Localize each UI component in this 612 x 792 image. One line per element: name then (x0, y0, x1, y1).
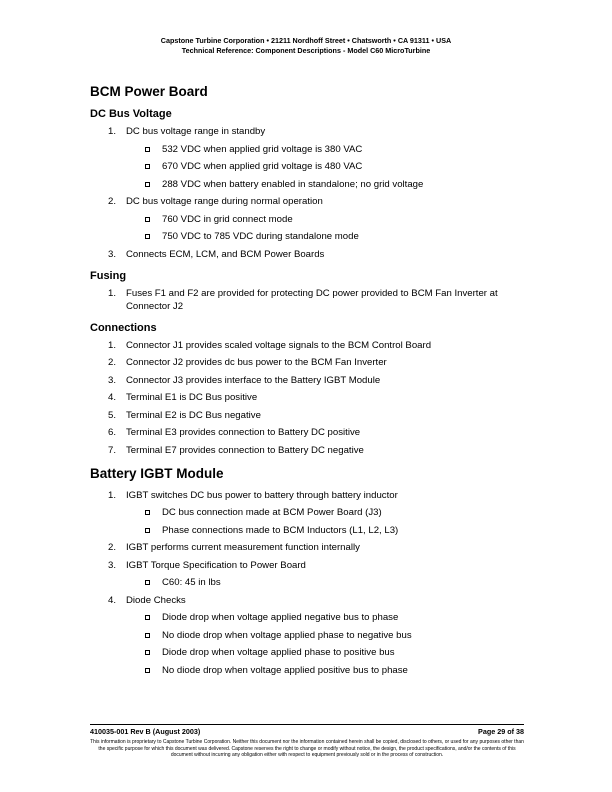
subsection-connections: Connections (90, 321, 157, 334)
sub-list-item: Diode drop when voltage applied negative bus to phase (126, 611, 530, 624)
sub-list-item: C60: 45 in lbs (126, 576, 530, 589)
sub-list-item: 532 VDC when applied grid voltage is 380 VAC (126, 143, 530, 156)
sub-list (126, 576, 530, 589)
sub-list-item: 288 VDC when battery enabled in standalone; no grid voltage (126, 178, 530, 191)
sub-list-item: 760 VDC in grid connect mode (126, 213, 530, 226)
list-item: 2. Connector J2 provides dc bus power to the BCM Fan Inverter (108, 357, 387, 368)
sub-list-item: Diode drop when voltage applied phase to positive bus (126, 646, 530, 659)
igbt-list (90, 489, 530, 677)
connections-list (90, 339, 530, 457)
list-item: 7. Terminal E7 provides connection to Battery DC negative (108, 444, 364, 456)
sub-list (126, 143, 530, 191)
list-item: 4. Terminal E1 is DC Bus positive (108, 392, 258, 403)
sub-list-item: 750 VDC to 785 VDC during standalone mode (126, 230, 530, 243)
dc-bus-list (90, 125, 530, 261)
checkbox-bullet-icon (145, 528, 150, 533)
checkbox-bullet-icon (145, 580, 150, 585)
list-item: 1. Fuses F1 and F2 are provided for protecting DC power provided to BCM Fan Inverter at Connector J2 (108, 287, 498, 312)
document-number: 410035-001 Rev B (August 2003) (90, 727, 201, 736)
list-item: 5. Terminal E2 is DC Bus negative (108, 409, 261, 421)
checkbox-bullet-icon (145, 650, 150, 655)
checkbox-bullet-icon (145, 615, 150, 620)
checkbox-bullet-icon (145, 182, 150, 187)
list-item: 2. DC bus voltage range during normal operation 760 VDC in grid connect mode 750 VDC to 785 VDC during standalone mode (90, 195, 530, 243)
checkbox-bullet-icon (145, 147, 150, 152)
checkbox-bullet-icon (145, 164, 150, 169)
sub-list-item: Phase connections made to BCM Inductors (L1, L2, L3) (126, 524, 530, 537)
page-footer (90, 724, 524, 759)
fusing-list (90, 287, 530, 313)
sub-list-item: No diode drop when voltage applied phase to negative bus (126, 629, 530, 642)
checkbox-bullet-icon (145, 668, 150, 673)
checkbox-bullet-icon (145, 234, 150, 239)
list-item: 3. Connects ECM, LCM, and BCM Power Boards (108, 248, 325, 260)
checkbox-bullet-icon (145, 217, 150, 222)
list-item: 3. IGBT Torque Specification to Power Board C60: 45 in lbs (90, 559, 530, 590)
page-content (90, 80, 530, 685)
list-item: 3. Connector J3 provides interface to the Battery IGBT Module (108, 374, 381, 386)
checkbox-bullet-icon (145, 633, 150, 638)
footer-divider (90, 724, 524, 725)
proprietary-notice: This information is proprietary to Capstone Turbine Corporation. Neither this document nor the information contained herein shall be copied, disclosed to others, or used for any purposes other than the specific purpose for which this document was delivered. Capstone reserves the right to change or modify without notice, the design, the product specifications, and/or the contents of this document without incurring any obligation either with respect to equipment previously sold or in the process of construction. (90, 739, 524, 758)
sub-list (126, 213, 530, 244)
sub-list-item: 670 VDC when applied grid voltage is 480 VAC (126, 160, 530, 173)
header-doc-title: Technical Reference: Component Descriptions - Model C60 MicroTurbine (181, 46, 431, 55)
page-number: Page 29 of 38 (478, 727, 524, 736)
header-address: Capstone Turbine Corporation • 21211 Nordhoff Street • Chatsworth • CA 91311 • USA (160, 36, 452, 45)
subsection-fusing: Fusing (90, 269, 127, 282)
list-item: 1. DC bus voltage range in standby 532 VDC when applied grid voltage is 380 VAC 670 VDC when applied grid voltage is 480 VAC 288 VDC when battery enabled in standalone; no grid voltage (90, 125, 530, 191)
list-item: 1. IGBT switches DC bus power to battery through battery inductor DC bus connection made at BCM Power Board (J3) Phase connections made to BCM Inductors (L1, L2, L3) (90, 489, 530, 537)
list-item: 1. Connector J1 provides scaled voltage signals to the BCM Control Board (108, 339, 432, 351)
page-header (0, 36, 612, 56)
list-item: 2. IGBT performs current measurement function internally (108, 542, 360, 553)
list-item: 6. Terminal E3 provides connection to Battery DC positive (108, 427, 361, 438)
list-item: 4. Diode Checks Diode drop when voltage applied negative bus to phase No diode drop when voltage applied phase to negative bus Diode drop when voltage applied phase to positive bus No diode drop when voltage applied positive bus to phase (90, 594, 530, 677)
section-title-igbt: Battery IGBT Module (90, 465, 224, 481)
sub-list (126, 611, 530, 677)
subsection-dc-bus-voltage: DC Bus Voltage (90, 108, 172, 120)
sub-list-item: DC bus connection made at BCM Power Board (J3) (126, 506, 530, 519)
section-title-bcm: BCM Power Board (90, 84, 208, 99)
sub-list (126, 506, 530, 537)
sub-list-item: No diode drop when voltage applied positive bus to phase (126, 664, 530, 677)
checkbox-bullet-icon (145, 510, 150, 515)
